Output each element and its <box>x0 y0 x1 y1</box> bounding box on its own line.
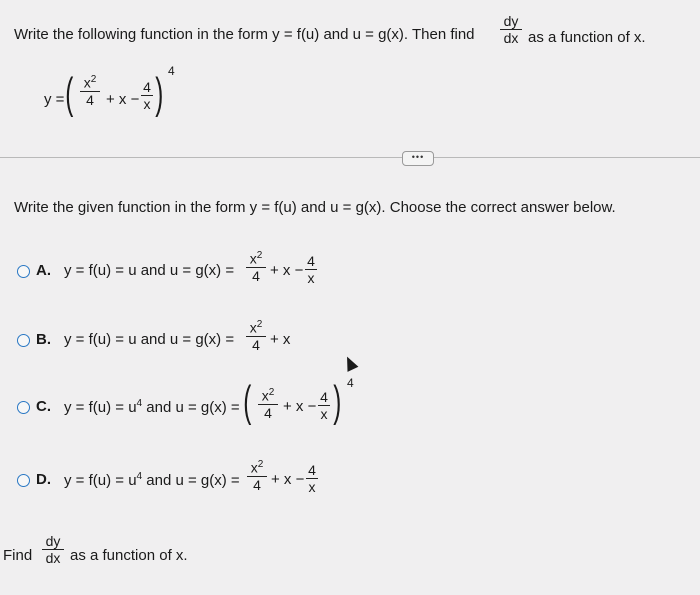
plus-x-minus: + x − <box>106 91 140 108</box>
option-c-frac-4-x: 4 x <box>318 390 330 421</box>
option-d-plus-x-minus: + x − <box>271 471 305 488</box>
denominator-x: x <box>143 96 151 112</box>
option-a-plus-x-minus: + x − <box>270 262 304 279</box>
option-a-frac-x2-4: $x^2$ 4 <box>246 249 266 283</box>
option-b-frac-x2-4: $x^2$ 4 <box>246 318 266 352</box>
dx-label: dx <box>503 30 519 46</box>
right-paren: ) <box>155 69 164 118</box>
option-d-frac-4-x: 4 x <box>306 463 318 494</box>
x-squared: $x^2$ <box>83 74 97 91</box>
more-button[interactable]: ••• <box>402 151 434 166</box>
option-a-text[interactable]: y = f(u) = u and u = g(x) = <box>64 262 235 279</box>
denominator-4: 4 <box>86 91 94 108</box>
option-b-tail: + x <box>270 331 291 348</box>
dy-label: dy <box>503 13 519 29</box>
option-d-radio[interactable] <box>17 474 30 487</box>
option-b-text[interactable]: y = f(u) = u and u = g(x) = <box>64 331 235 348</box>
function-lhs: y = <box>44 91 65 108</box>
exponent-4: 4 <box>168 64 175 78</box>
x2-over-4-fraction <box>80 73 100 107</box>
left-paren: ( <box>65 69 74 118</box>
option-c-exponent: 4 <box>347 376 354 390</box>
mouse-cursor-icon <box>342 354 359 372</box>
dy-dx-fraction <box>500 14 522 45</box>
option-d-frac-x2-4: $x^2$ 4 <box>247 458 267 492</box>
option-c-letter: C. <box>36 398 51 415</box>
option-b-letter: B. <box>36 331 51 348</box>
option-c-frac-x2-4: $x^2$ 4 <box>258 386 278 420</box>
option-a-letter: A. <box>36 262 51 279</box>
option-b-radio[interactable] <box>17 334 30 347</box>
4-over-x-fraction <box>141 80 153 111</box>
option-c-right-paren: ) <box>333 377 342 426</box>
option-c-text[interactable]: $y = f(u) = u^4$ and u = g(x) = <box>64 398 240 416</box>
option-c-left-paren: ( <box>243 377 252 426</box>
part2-find: Find <box>3 547 33 564</box>
question-prompt-text: Write the following function in the form y = f(u) and u = g(x). Then find <box>14 26 475 43</box>
question-prompt <box>14 26 475 43</box>
option-c-plus-x-minus: + x − <box>283 398 317 415</box>
part2-dy-dx-fraction: dy dx <box>42 534 64 565</box>
option-c-radio[interactable] <box>17 401 30 414</box>
part2-suffix: as a function of x. <box>70 547 188 564</box>
option-d-letter: D. <box>36 471 51 488</box>
option-d-text[interactable]: $y = f(u) = u^4$ and u = g(x) = <box>64 471 240 489</box>
option-a-radio[interactable] <box>17 265 30 278</box>
part1-instruction: Write the given function in the form y = f(u) and u = g(x). Choose the correct answer below. <box>14 199 616 216</box>
question-prompt-suffix: as a function of x. <box>528 29 646 46</box>
section-divider <box>0 157 700 158</box>
numerator-4: 4 <box>143 79 151 95</box>
option-a-frac-4-x: 4 x <box>305 254 317 285</box>
